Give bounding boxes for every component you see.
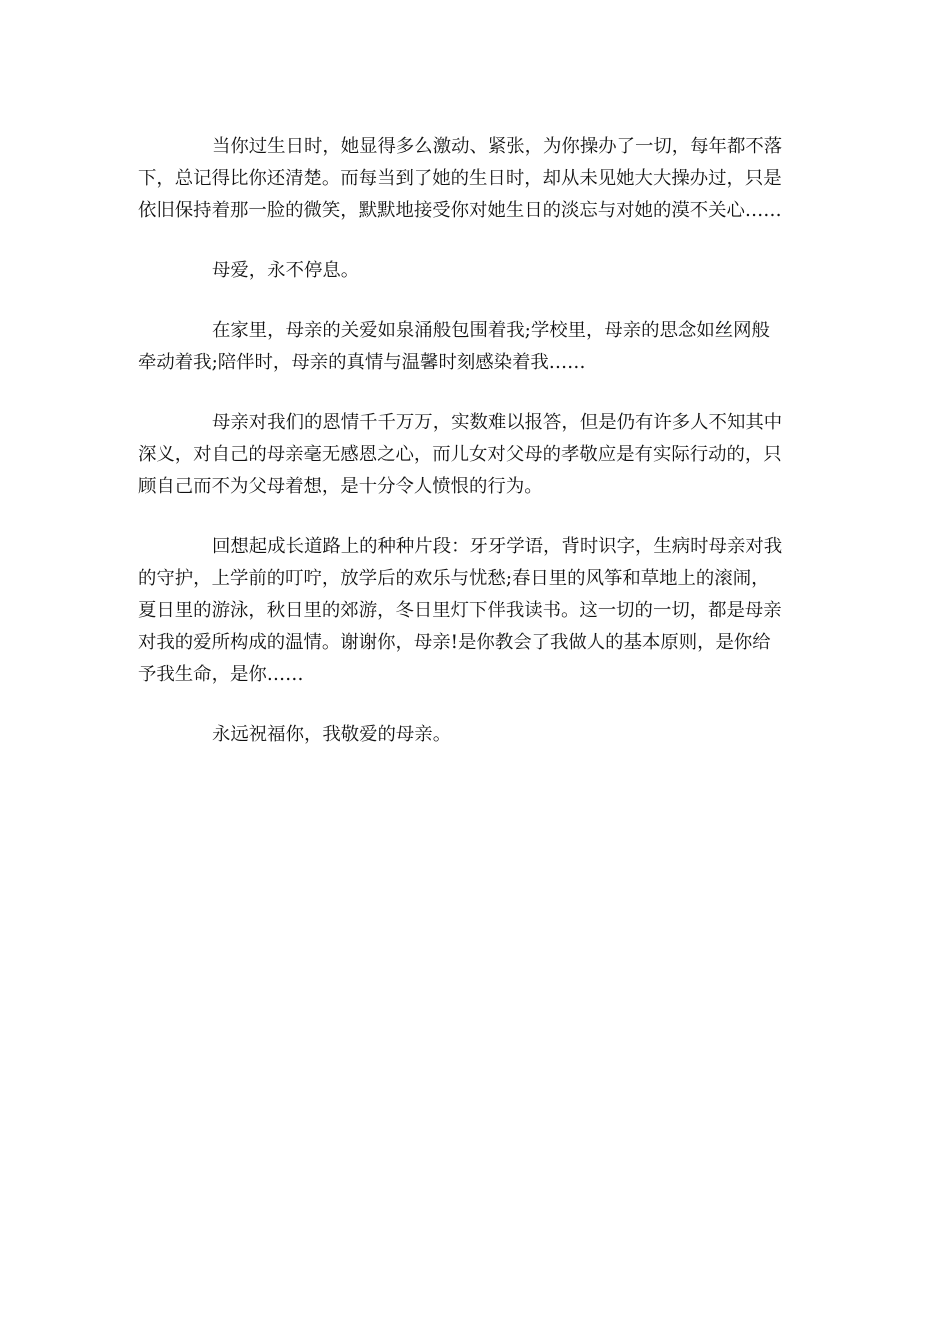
text-line: 依旧保持着那一脸的微笑，默默地接受你对她生日的淡忘与对她的漠不关心…… <box>138 200 782 221</box>
text-line: 下，总记得比你还清楚。而每当到了她的生日时，却从未见她大大操办过，只是 <box>138 168 782 189</box>
paragraph-4 <box>138 407 810 503</box>
text-line: 回想起成长道路上的种种片段：牙牙学语，背时识字，生病时母亲对我 <box>212 536 783 557</box>
text-line: 予我生命，是你…… <box>138 664 304 685</box>
text-line: 在家里，母亲的关爱如泉涌般包围着我;学校里，母亲的思念如丝网般 <box>212 320 770 341</box>
text-line: 永远祝福你，我敬爱的母亲。 <box>212 724 452 745</box>
text-line: 母亲对我们的恩情千千万万，实数难以报答，但是仍有许多人不知其中 <box>212 412 783 433</box>
text-line: 母爱，永不停息。 <box>212 260 360 281</box>
paragraph-3 <box>138 315 810 379</box>
text-line: 顾自己而不为父母着想，是十分令人愤恨的行为。 <box>138 476 543 497</box>
text-line: 当你过生日时，她显得多么激动、紧张，为你操办了一切，每年都不落 <box>212 136 783 157</box>
paragraph-2 <box>138 255 810 287</box>
paragraph-1 <box>138 131 810 227</box>
text-line: 牵动着我;陪伴时，母亲的真情与温馨时刻感染着我…… <box>138 352 586 373</box>
text-line: 深义，对自己的母亲毫无感恩之心，而儿女对父母的孝敬应是有实际行动的，只 <box>138 444 782 465</box>
text-line: 对我的爱所构成的温情。谢谢你，母亲!是你教会了我做人的基本原则，是你给 <box>138 632 771 653</box>
text-line: 的守护，上学前的叮咛，放学后的欢乐与忧愁;春日里的风筝和草地上的滚闹， <box>138 568 770 589</box>
paragraph-6 <box>138 719 810 751</box>
paragraph-5 <box>138 531 810 691</box>
text-line: 夏日里的游泳，秋日里的郊游，冬日里灯下伴我读书。这一切的一切，都是母亲 <box>138 600 782 621</box>
document-body <box>138 131 810 779</box>
